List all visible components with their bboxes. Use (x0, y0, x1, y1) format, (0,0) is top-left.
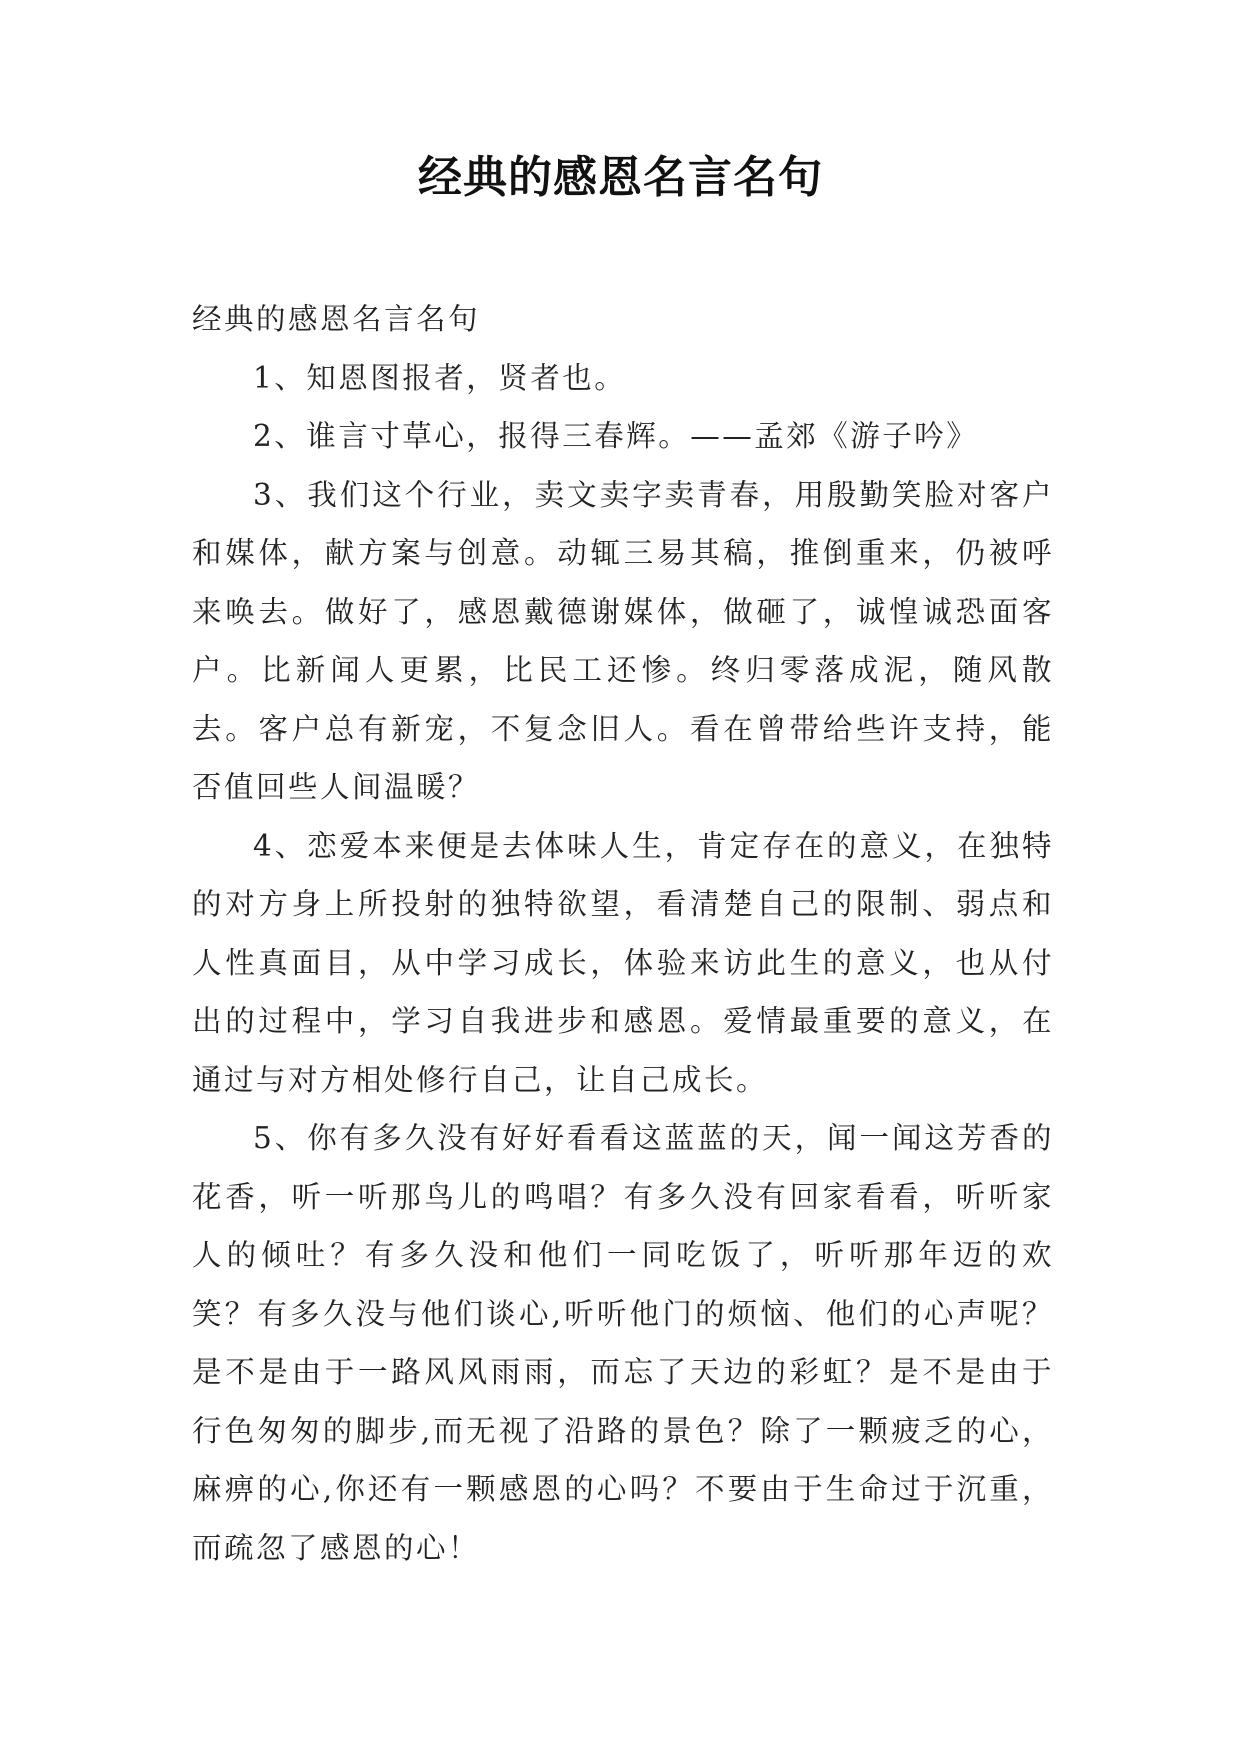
page-title: 经典的感恩名言名句 (418, 152, 823, 203)
paragraph-quote-5: 5、你有多久没有好好看看这蓝蓝的天，闻一闻这芳香的花香，听一听那鸟儿的鸣唱？有多久没有回家看看，听听家人的倾吐？有多久没和他们一同吃饭了，听听那年迈的欢笑？有多久没与他们谈心,听听他门的烦恼、他们的心声呢？是不是由于一路风风雨雨，而忘了天边的彩虹？是不是由于行色匆匆的脚步,而无视了沿路的景色？除了一颗疲乏的心，麻痹的心,你还有一颗感恩的心吗？不要由于生命过于沉重，而疏忽了感恩的心！ (192, 1121, 1054, 1565)
paragraph-heading: 经典的感恩名言名句 (192, 302, 481, 336)
document-body (192, 290, 1054, 1577)
paragraph-quote-1: 1、知恩图报者，贤者也。 (253, 360, 627, 395)
paragraph-quote-4: 4、恋爱本来便是去体味人生，肯定存在的意义，在独特的对方身上所投射的独特欲望，看清楚自己的限制、弱点和人性真面目，从中学习成长，体验来访此生的意义，也从付出的过程中，学习自我进步和感恩。爱情最重要的意义，在通过与对方相处修行自己，让自己成长。 (192, 828, 1054, 1097)
paragraph-quote-2: 2、谁言寸草心，报得三春辉。——孟郊《游子吟》 (253, 419, 979, 453)
paragraph-quote-3: 3、我们这个行业，卖文卖字卖青春，用殷勤笑脸对客户和媒体，献方案与创意。动辄三易其稿，推倒重来，仍被呼来唤去。做好了，感恩戴德谢媒体，做砸了，诚惶诚恐面客户。比新闻人更累，比民工还惨。终归零落成泥，随风散去。客户总有新宠，不复念旧人。看在曾带给些许支持，能否值回些人间温暖？ (192, 477, 1054, 804)
